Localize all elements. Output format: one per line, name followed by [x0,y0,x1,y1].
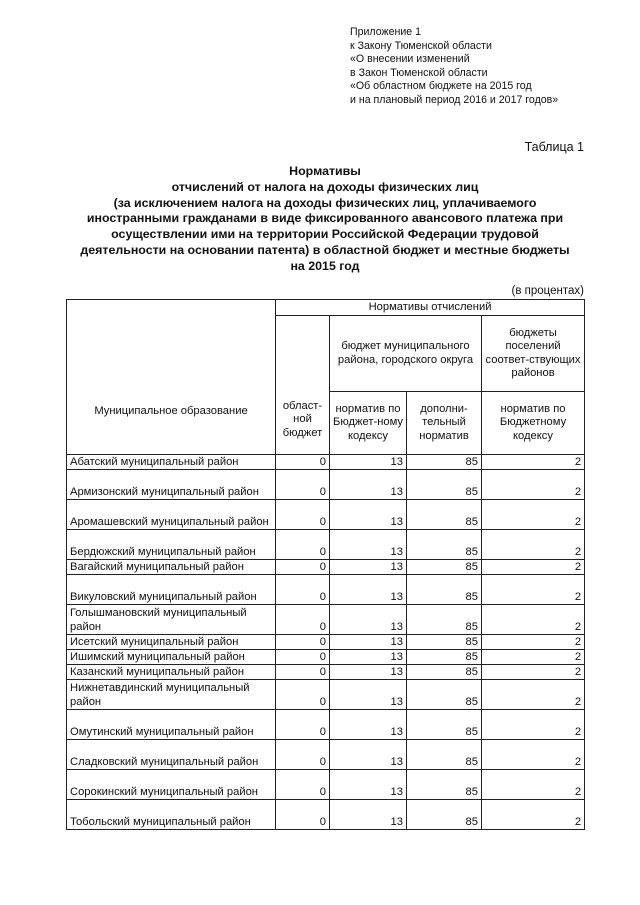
code-norm-cell: 13 [330,800,407,830]
table-row [67,575,585,605]
table-row [67,470,585,500]
table-row [67,710,585,740]
additional-norm-cell: 85 [407,575,482,605]
table-row [67,635,585,650]
table-row [67,650,585,665]
municipality-cell: Голышмановский муниципальный район [67,605,276,635]
municipality-cell: Вагайский муниципальный район [67,560,276,575]
additional-norm-cell: 85 [407,530,482,560]
header-norms-group: Нормативы отчислений [276,300,585,316]
code-norm-cell: 13 [330,710,407,740]
municipality-cell: Казанский муниципальный район [67,665,276,680]
code-norm-cell: 13 [330,605,407,635]
title-line: Нормативы [289,164,361,178]
header-settlement-code-norm: норматив по Бюджетному кодексу [482,392,585,455]
regional-budget-cell: 0 [276,800,330,830]
code-norm-cell: 13 [330,470,407,500]
additional-norm-cell: 85 [407,650,482,665]
municipality-cell: Исетский муниципальный район [67,635,276,650]
appendix-line: «Об областном бюджете на 2015 год [350,80,532,93]
regional-budget-cell: 0 [276,560,330,575]
title-line: на 2015 год [290,258,360,273]
additional-norm-cell: 85 [407,680,482,710]
header-code-norm: норматив по Бюджет-ному кодексу [330,392,407,455]
table-row [67,800,585,830]
regional-budget-cell: 0 [276,575,330,605]
settlement-norm-cell: 2 [482,470,585,500]
table-row [67,770,585,800]
code-norm-cell: 13 [330,455,407,470]
municipality-cell: Абатский муниципальный район [67,455,276,470]
table-row [67,455,585,470]
settlement-norm-cell: 2 [482,740,585,770]
settlement-norm-cell: 2 [482,650,585,665]
settlement-norm-cell: 2 [482,665,585,680]
settlement-norm-cell: 2 [482,800,585,830]
settlement-norm-cell: 2 [482,635,585,650]
regional-budget-cell: 0 [276,500,330,530]
municipality-cell: Ишимский муниципальный район [67,650,276,665]
header-settlement-budgets: бюджеты поселений соответ-ствующих районов [482,316,585,392]
title-line: иностранными гражданами в виде фиксированного авансового платежа при [86,211,564,226]
regional-budget-cell: 0 [276,605,330,635]
municipality-cell: Нижнетавдинский муниципальный район [67,680,276,710]
settlement-norm-cell: 2 [482,575,585,605]
title-line: деятельности на основании патента) в областной бюджет и местные бюджеты [80,242,570,257]
additional-norm-cell: 85 [407,710,482,740]
code-norm-cell: 13 [330,680,407,710]
code-norm-cell: 13 [330,665,407,680]
table-row [67,665,585,680]
code-norm-cell: 13 [330,740,407,770]
table-row [67,530,585,560]
additional-norm-cell: 85 [407,470,482,500]
regional-budget-cell: 0 [276,710,330,740]
regional-budget-cell: 0 [276,665,330,680]
table-row [67,605,585,635]
code-norm-cell: 13 [330,500,407,530]
unit-note: (в процентах) [511,285,584,297]
settlement-norm-cell: 2 [482,530,585,560]
additional-norm-cell: 85 [407,635,482,650]
title-line: отчислений от налога на доходы физических лиц [171,179,479,194]
table-row [67,740,585,770]
regional-budget-cell: 0 [276,455,330,470]
table-body [67,455,585,830]
additional-norm-cell: 85 [407,455,482,470]
regional-budget-cell: 0 [276,770,330,800]
municipality-cell: Аромашевский муниципальный район [67,500,276,530]
municipality-cell: Тобольский муниципальный район [67,800,276,830]
table-label: Таблица 1 [524,140,584,154]
regional-budget-cell: 0 [276,680,330,710]
municipality-cell: Армизонский муниципальный район [67,470,276,500]
header-municipality: Муниципальное образование [67,300,276,455]
code-norm-cell: 13 [330,635,407,650]
additional-norm-cell: 85 [407,740,482,770]
header-regional-budget: област-ной бюджет [276,316,330,455]
settlement-norm-cell: 2 [482,455,585,470]
header-additional-norm: дополни-тельный норматив [407,392,482,455]
code-norm-cell: 13 [330,770,407,800]
appendix-block [350,26,630,108]
code-norm-cell: 13 [330,575,407,605]
title-line: (за исключением налога на доходы физических лиц, уплачиваемого [113,195,537,210]
settlement-norm-cell: 2 [482,680,585,710]
additional-norm-cell: 85 [407,500,482,530]
title-line: осуществлении ими на территории Российской Федерации трудовой [111,227,539,242]
settlement-norm-cell: 2 [482,560,585,575]
additional-norm-cell: 85 [407,665,482,680]
settlement-norm-cell: 2 [482,710,585,740]
appendix-line: и на плановый период 2016 и 2017 годов» [350,93,559,106]
regional-budget-cell: 0 [276,650,330,665]
code-norm-cell: 13 [330,650,407,665]
regional-budget-cell: 0 [276,530,330,560]
appendix-line: Приложение 1 [350,26,421,38]
regional-budget-cell: 0 [276,740,330,770]
additional-norm-cell: 85 [407,605,482,635]
settlement-norm-cell: 2 [482,500,585,530]
additional-norm-cell: 85 [407,800,482,830]
header-district-budget: бюджет муниципального района, городского округа [330,316,482,392]
settlement-norm-cell: 2 [482,605,585,635]
appendix-line: «О внесении изменений [350,53,470,66]
municipality-cell: Викуловский муниципальный район [67,575,276,605]
code-norm-cell: 13 [330,560,407,575]
municipality-cell: Сорокинский муниципальный район [67,770,276,800]
document-title [60,164,590,275]
regional-budget-cell: 0 [276,470,330,500]
additional-norm-cell: 85 [407,560,482,575]
settlement-norm-cell: 2 [482,770,585,800]
code-norm-cell: 13 [330,530,407,560]
municipality-cell: Бердюжский муниципальный район [67,530,276,560]
appendix-line: в Закон Тюменской области [350,66,488,79]
municipality-cell: Омутинский муниципальный район [67,710,276,740]
table-row [67,680,585,710]
appendix-line: к Закону Тюменской области [350,39,492,52]
table-row [67,560,585,575]
municipality-cell: Сладковский муниципальный район [67,740,276,770]
regional-budget-cell: 0 [276,635,330,650]
additional-norm-cell: 85 [407,770,482,800]
table-row [67,500,585,530]
norms-table [66,299,585,830]
